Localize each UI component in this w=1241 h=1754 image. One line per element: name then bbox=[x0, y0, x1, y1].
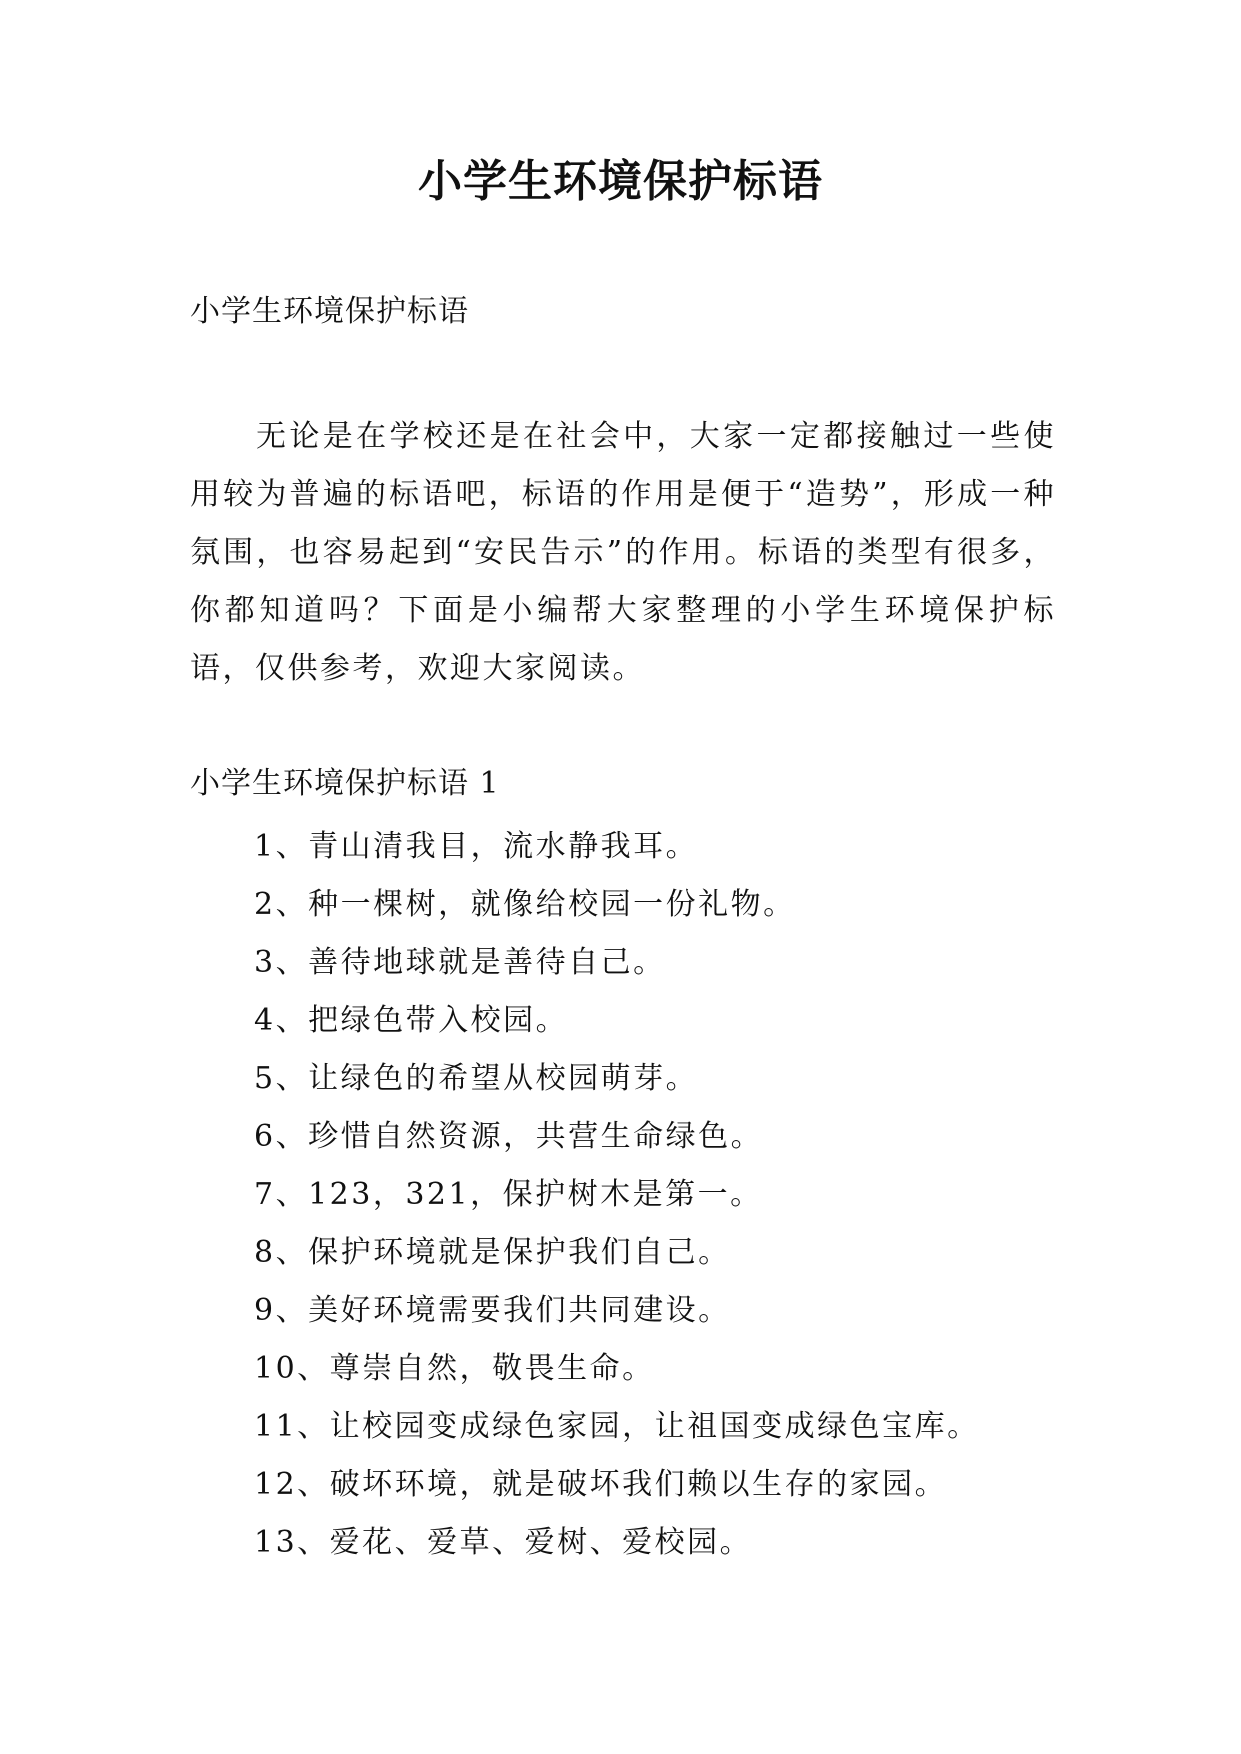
document-title: 小学生环境保护标语 bbox=[418, 156, 823, 207]
slogan-item: 8、保护环境就是保护我们自己。 bbox=[254, 1235, 731, 1270]
slogan-item: 13、爱花、爱草、爱树、爱校园。 bbox=[254, 1525, 753, 1560]
slogan-item: 11、让校园变成绿色家园，让祖国变成绿色宝库。 bbox=[254, 1409, 980, 1444]
slogan-item: 1、青山清我目，流水静我耳。 bbox=[254, 829, 699, 864]
slogan-item: 12、破坏环境，就是破坏我们赖以生存的家园。 bbox=[254, 1467, 948, 1502]
slogan-item: 4、把绿色带入校园。 bbox=[254, 1003, 569, 1038]
section-heading: 小学生环境保护标语 1 bbox=[190, 766, 500, 801]
intro-paragraph: 无论是在学校还是在社会中，大家一定都接触过一些使用较为普遍的标语吧，标语的作用是便于“造势”，形成一种氛围，也容易起到“安民告示”的作用。标语的类型有很多，你都知道吗？下面是小编帮大家整理的小学生环境保护标语，仅供参考，欢迎大家阅读。 bbox=[190, 419, 1056, 686]
slogan-item: 5、让绿色的希望从校园萌芽。 bbox=[254, 1061, 699, 1096]
slogan-item: 7、123，321，保护树木是第一。 bbox=[254, 1177, 763, 1212]
slogan-item: 3、善待地球就是善待自己。 bbox=[254, 945, 666, 980]
slogan-item: 2、种一棵树，就像给校园一份礼物。 bbox=[254, 887, 796, 922]
slogan-item: 10、尊崇自然，敬畏生命。 bbox=[254, 1351, 655, 1386]
document-subtitle: 小学生环境保护标语 bbox=[190, 294, 469, 329]
slogan-list bbox=[254, 818, 980, 1572]
slogan-item: 6、珍惜自然资源，共营生命绿色。 bbox=[254, 1119, 764, 1154]
slogan-item: 9、美好环境需要我们共同建设。 bbox=[254, 1293, 731, 1328]
